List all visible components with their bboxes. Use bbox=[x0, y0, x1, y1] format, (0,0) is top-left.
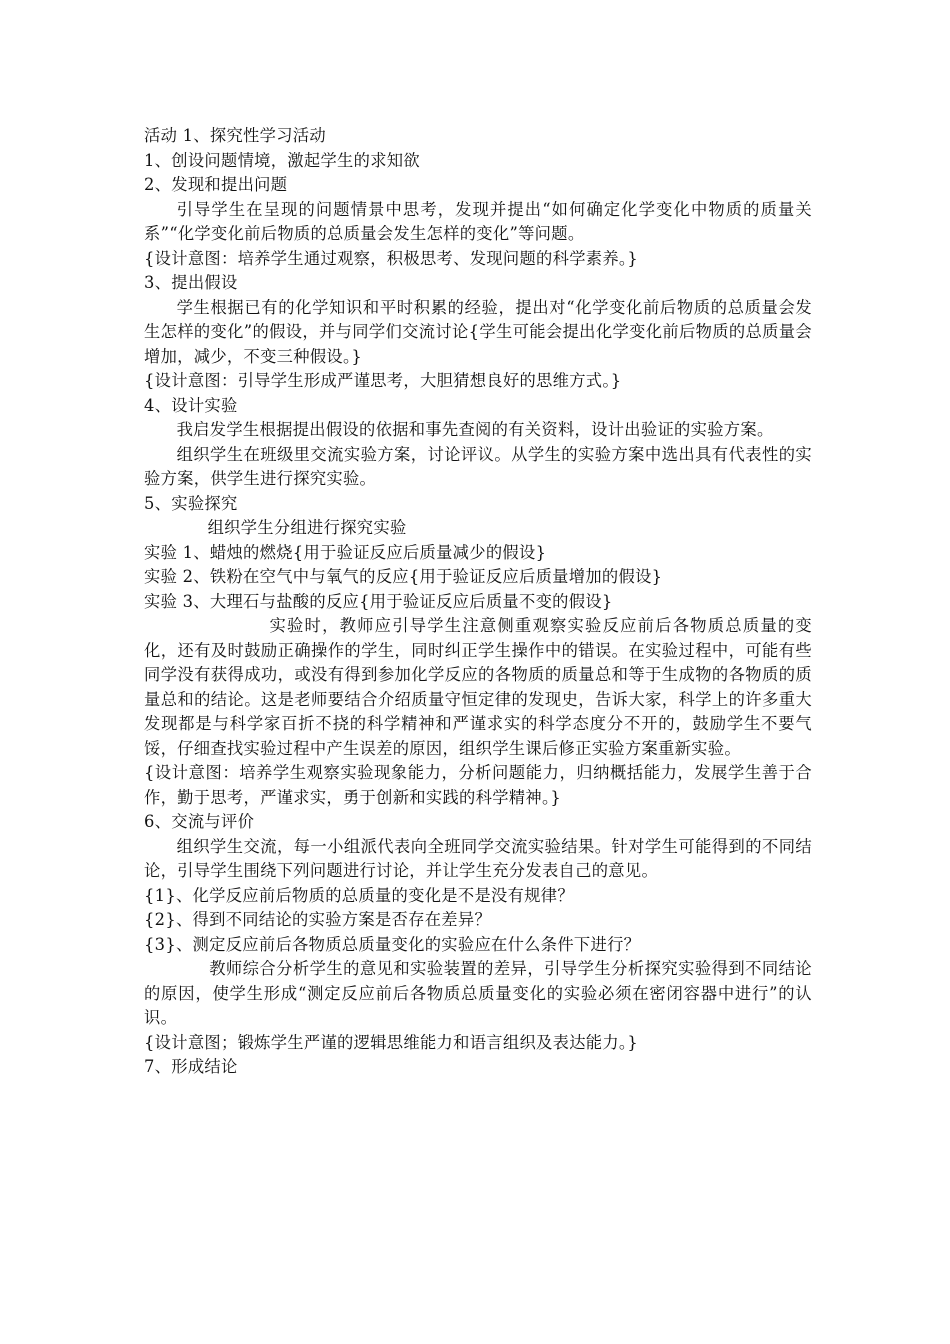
paragraph-6-2: 教师综合分析学生的意见和实验装置的差异，引导学生分析探究实验得到不同结论的原因，使学生形成“测定反应前后各物质总质量变化的实验必须在密闭容器中进行”的认识。 bbox=[144, 959, 812, 1027]
section-heading-3: 3、提出假设 bbox=[144, 273, 238, 292]
document-body bbox=[144, 124, 812, 1080]
paragraph-4-2: 组织学生在班级里交流实验方案，讨论评议。从学生的实验方案中选出具有代表性的实验方案，供学生进行探究实验。 bbox=[144, 444, 812, 488]
activity-title: 活动 1、探究性学习活动 bbox=[144, 126, 326, 145]
question-1: {1}、化学反应前后物质的总质量的变化是不是没有规律？ bbox=[144, 885, 574, 905]
section-heading-6: 6、交流与评价 bbox=[144, 812, 255, 831]
paragraph-5-2: 实验时，教师应引导学生注意侧重观察实验反应前后各物质总质量的变化，还有及时鼓励正确操作的学生，同时纠正学生操作中的错误。在实验过程中，可能有些同学没有获得成功，或没有得到参加化学反应的各物质的质量总和等于生成物的各物质的质量总和的结论。这是老师要结合介绍质量守恒定律的发现史，告诉大家，科学上的许多重大发现都是与科学家百折不挠的科学精神和严谨求实的科学态度分不开的，鼓励学生不要气馁，仔细查找实验过程中产生误差的原因，组织学生课后修正实验方案重新实验。 bbox=[144, 616, 812, 758]
question-2: {2}、得到不同结论的实验方案是否存在差异？ bbox=[144, 910, 492, 929]
paragraph-4-1: 我启发学生根据提出假设的依据和事先查阅的有关资料，设计出验证的实验方案。 bbox=[176, 420, 774, 439]
section-heading-7: 7、形成结论 bbox=[144, 1057, 238, 1076]
design-intent-6: {设计意图；锻炼学生严谨的逻辑思维能力和语言组织及表达能力。} bbox=[144, 1032, 639, 1052]
paragraph-5-1: 组织学生分组进行探究实验 bbox=[207, 518, 407, 537]
experiment-2: 实验 2、铁粉在空气中与氧气的反应{用于验证反应后质量增加的假设} bbox=[144, 567, 663, 586]
design-intent-5: {设计意图：培养学生观察实验现象能力，分析问题能力，归纳概括能力，发展学生善于合作，勤于思考，严谨求实，勇于创新和实践的科学精神。} bbox=[144, 763, 812, 807]
paragraph-6-1: 组织学生交流，每一小组派代表向全班同学交流实验结果。针对学生可能得到的不同结论，引导学生围绕下列问题进行讨论，并让学生充分发表自己的意见。 bbox=[144, 836, 812, 880]
section-heading-5: 5、实验探究 bbox=[144, 493, 238, 513]
section-heading-4: 4、设计实验 bbox=[144, 395, 238, 415]
paragraph-2-1: 引导学生在呈现的问题情景中思考，发现并提出“如何确定化学变化中物质的质量关系”“化学变化前后物质的总质量会发生怎样的变化”等问题。 bbox=[144, 199, 812, 243]
design-intent-3: {设计意图：引导学生形成严谨思考，大胆猜想良好的思维方式。} bbox=[144, 371, 622, 390]
experiment-1: 实验 1、蜡烛的燃烧{用于验证反应后质量减少的假设} bbox=[144, 542, 547, 562]
question-3: {3}、测定反应前后各物质总质量变化的实验应在什么条件下进行？ bbox=[144, 934, 641, 954]
section-heading-2: 2、发现和提出问题 bbox=[144, 175, 288, 194]
paragraph-3-1: 学生根据已有的化学知识和平时积累的经验，提出对“化学变化前后物质的总质量会发生怎样的变化”的假设，并与同学们交流讨论{学生可能会提出化学变化前后物质的总质量会增加，减少，不变三种假设。} bbox=[144, 297, 812, 366]
design-intent-2: {设计意图：培养学生通过观察，积极思考、发现问题的科学素养。} bbox=[144, 248, 639, 268]
section-heading-1: 1、创设问题情境，激起学生的求知欲 bbox=[144, 150, 420, 170]
experiment-3: 实验 3、大理石与盐酸的反应{用于验证反应后质量不变的假设} bbox=[144, 591, 613, 611]
